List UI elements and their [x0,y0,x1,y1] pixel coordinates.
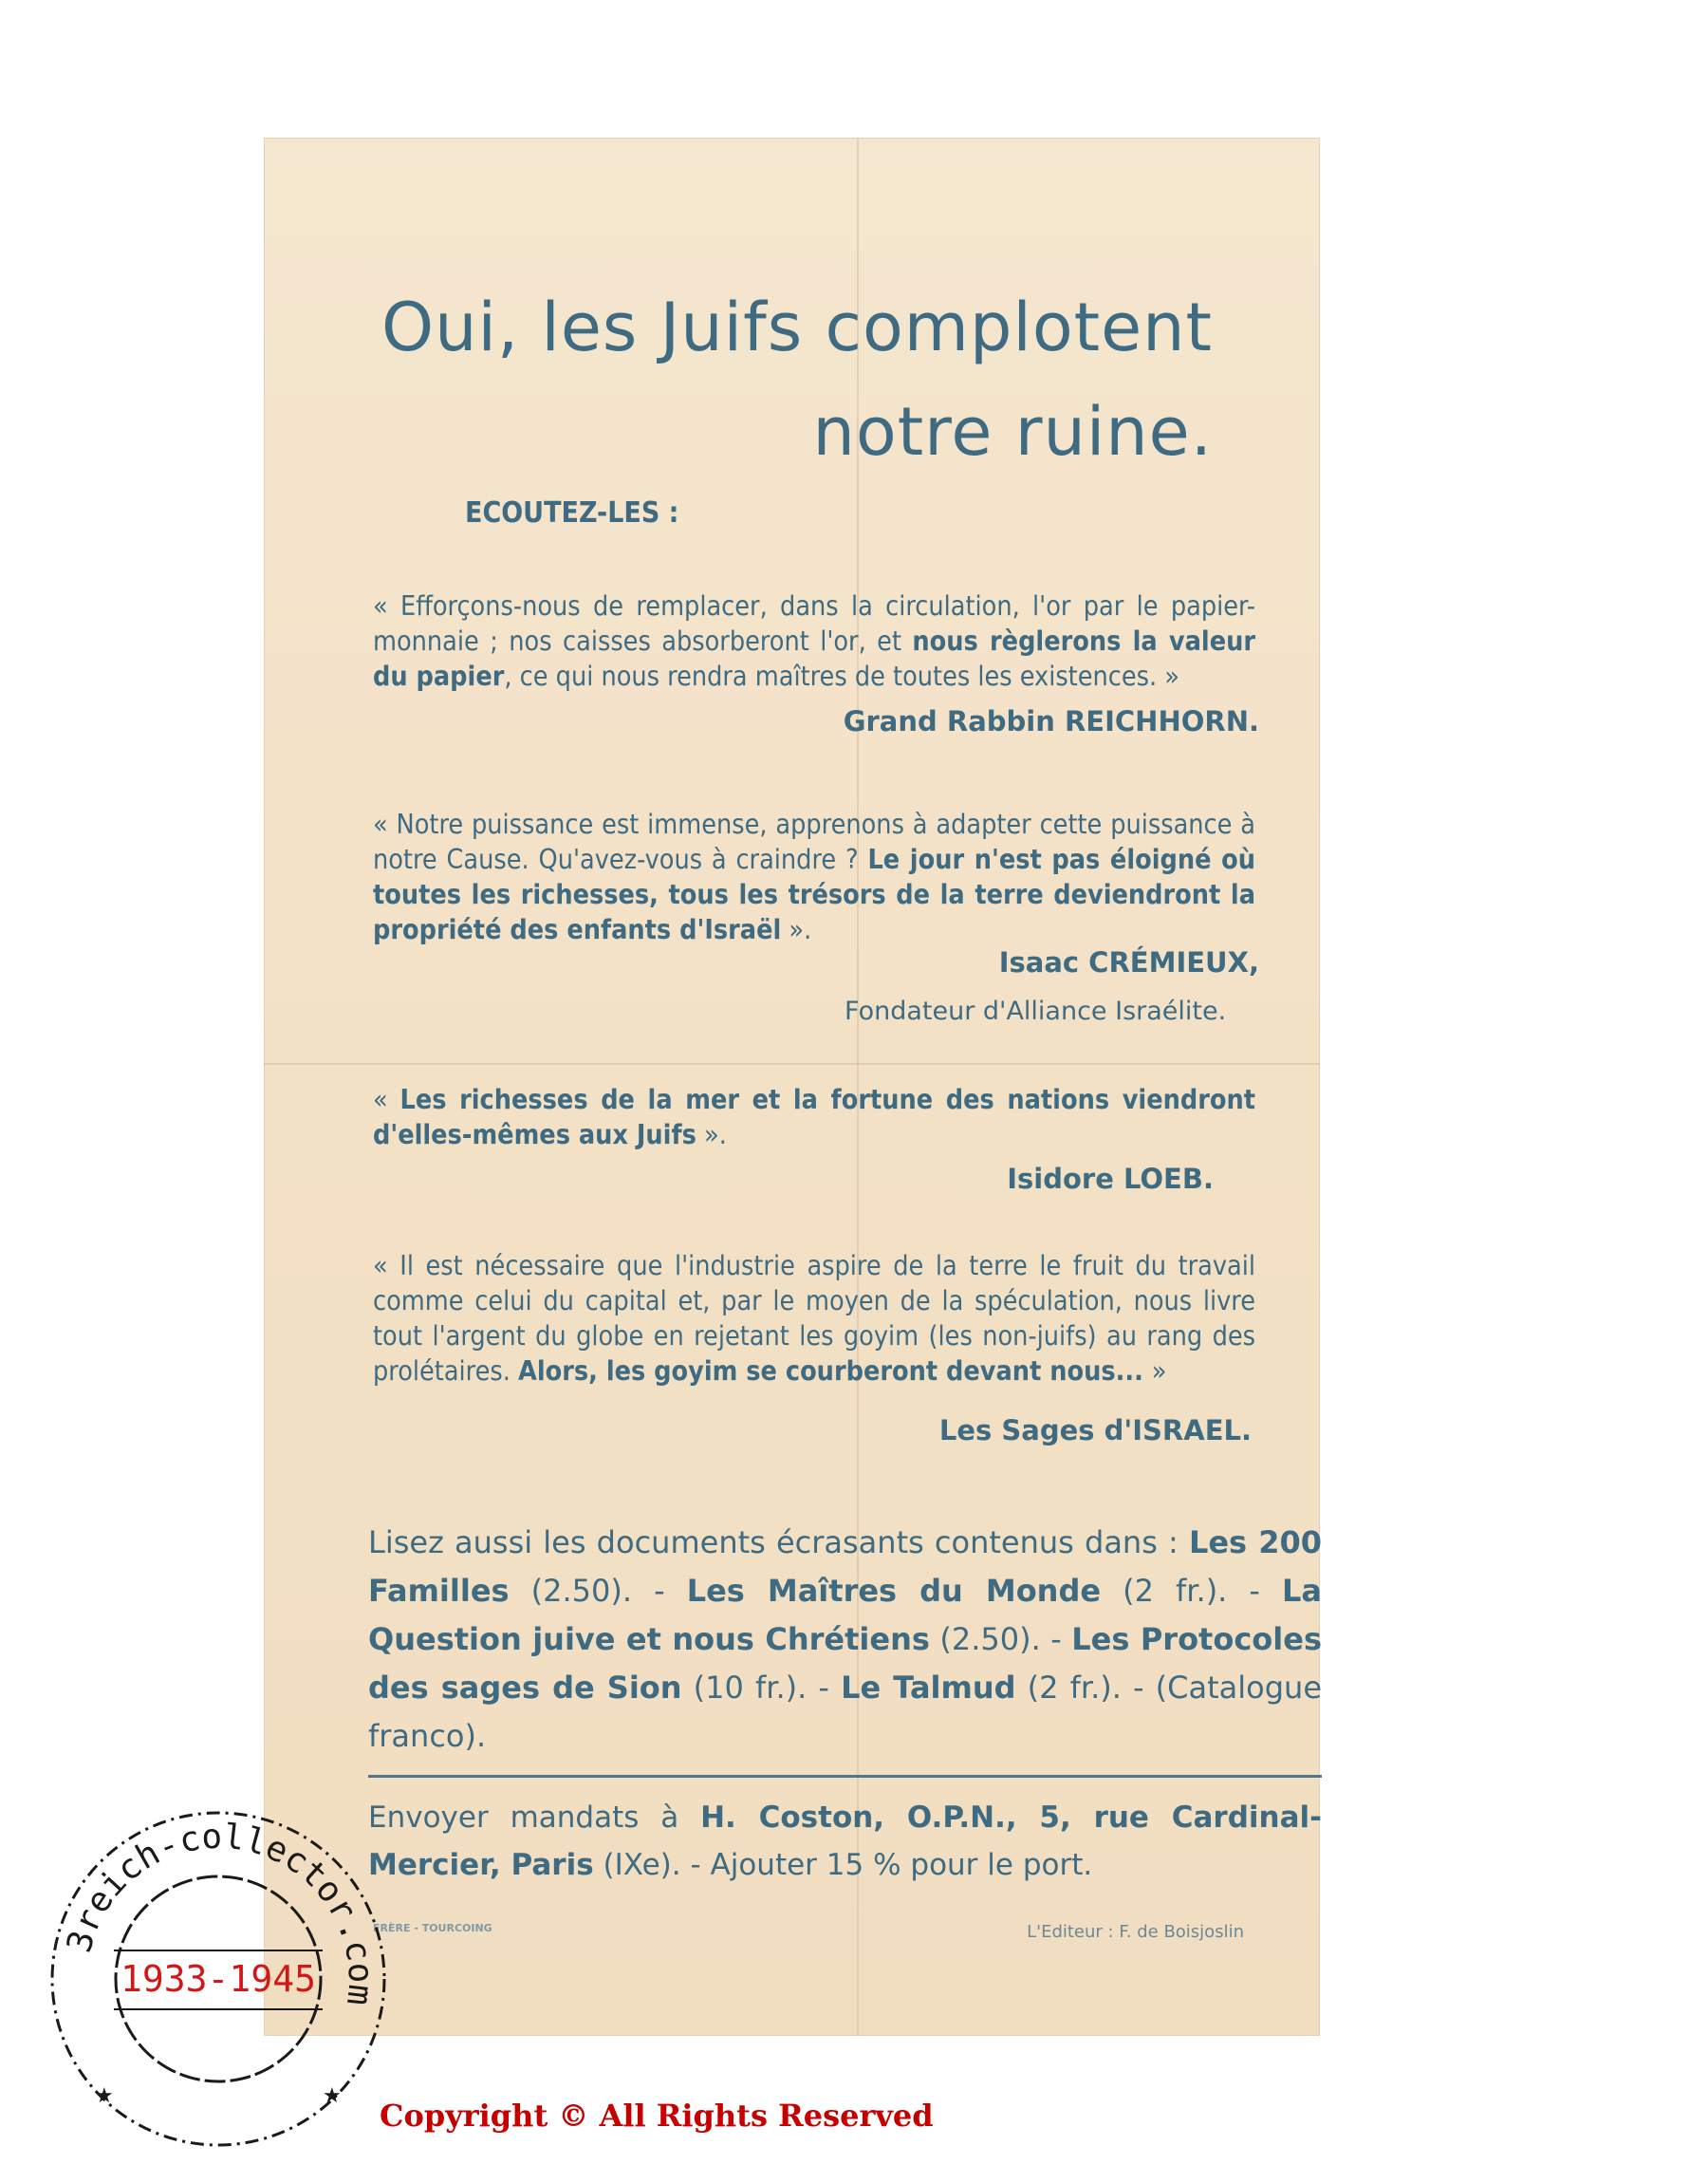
horizontal-fold-line [264,1063,1320,1065]
emphasized-text: Les Maîtres du Monde [686,1573,1102,1609]
text-run: (10 fr.). - [681,1670,842,1706]
section-heading: ECOUTEZ-LES : [465,496,679,530]
quote-2-author-title: Fondateur d'Alliance Israélite. [845,997,1227,1026]
text-run: (2.50). - [929,1621,1072,1657]
stamp-ring-textpath: 3reich-collector.com [60,1817,381,2007]
emphasized-text: Le Talmud [841,1670,1016,1706]
quote-2 [373,807,1255,947]
quote-4-author: Les Sages d'ISRAEL. [938,1414,1252,1446]
leaflet-title [378,275,1213,484]
text-run: ». [696,1119,727,1150]
text-run: Envoyer mandats à [368,1801,701,1835]
emphasized-text: La Question juive et nous Chrétiens [368,1573,1323,1657]
order-instructions [368,1794,1322,1889]
stamp-years: 1933-1945 [121,1958,316,2000]
emphasized-text: Les Protocoles des sages de Sion [368,1621,1323,1706]
text-run: (IXe). - Ajouter 15 % pour le port. [593,1848,1093,1882]
printer-imprint: FRÈRE - TOURCOING [373,1922,492,1934]
emphasized-text: Alors, les goyim se courberont devant nous... [518,1355,1152,1387]
quote-4 [373,1248,1255,1389]
text-run: (2 fr.). - [1101,1573,1283,1609]
quote-1 [373,588,1255,694]
text-run: « [373,1084,400,1115]
further-reading-paragraph [368,1519,1322,1761]
text-run: Lisez aussi les documents écrasants contenus dans : [368,1524,1189,1560]
text-run: « Notre puissance est immense, apprenons à adapter cette puissance à notre Cause. Qu'avez-vous à craindre ? [373,809,1255,875]
divider-rule [368,1775,1322,1778]
leaflet-sheet [264,138,1323,2036]
text-run: ». [781,914,812,945]
text-run: « Efforçons-nous de remplacer, dans la circulation, l'or par le papier-monnaie ; nos caisses absorberont l'or, et [373,590,1255,657]
emphasized-text: Les 200 Familles [368,1524,1323,1609]
emphasized-text: H. Coston, O.P.N., 5, rue Cardinal-Mercier, Paris [368,1801,1322,1882]
emphasized-text: nous règlerons la valeur du papier [373,625,1255,692]
copyright-notice: Copyright © All Rights Reserved [380,2098,934,2134]
text-run: (2 fr.). - (Catalogue franco). [368,1670,1323,1754]
quote-1-author: Grand Rabbin REICHHORN. [843,705,1259,737]
emphasized-text: Les richesses de la mer et la fortune des nations viendront d'elles-mêmes aux Juifs [373,1084,1256,1150]
stamp-star-left: ★ [95,2084,114,2108]
quote-2-author: Isaac CRÉMIEUX, [998,946,1259,979]
quote-3 [373,1082,1255,1152]
stamp-star-right: ★ [323,2084,342,2108]
editor-credit: L'Editeur : F. de Boisjoslin [1027,1922,1244,1942]
text-run: , ce qui nous rendra maîtres de toutes les existences. » [504,661,1179,692]
text-run: » [1151,1355,1167,1387]
emphasized-text: Le jour n'est pas éloigné où toutes les richesses, tous les trésors de la terre deviendront la propriété des enfants d'Israël [373,844,1256,945]
quote-3-author: Isidore LOEB. [1007,1163,1214,1195]
text-run: (2.50). - [509,1573,687,1609]
text-run: « Il est nécessaire que l'industrie aspire de la terre le fruit du travail comme celui du capital et, par le moyen de la spéculation, nous livre tout l'argent du globe en rejetant les goyim (les non-juifs) au rang des prolétaires. [373,1250,1255,1387]
collector-stamp [38,1799,399,2159]
title-line-1: Oui, les Juifs complotent [381,289,1213,366]
title-line-2: notre ruine. [812,393,1213,471]
